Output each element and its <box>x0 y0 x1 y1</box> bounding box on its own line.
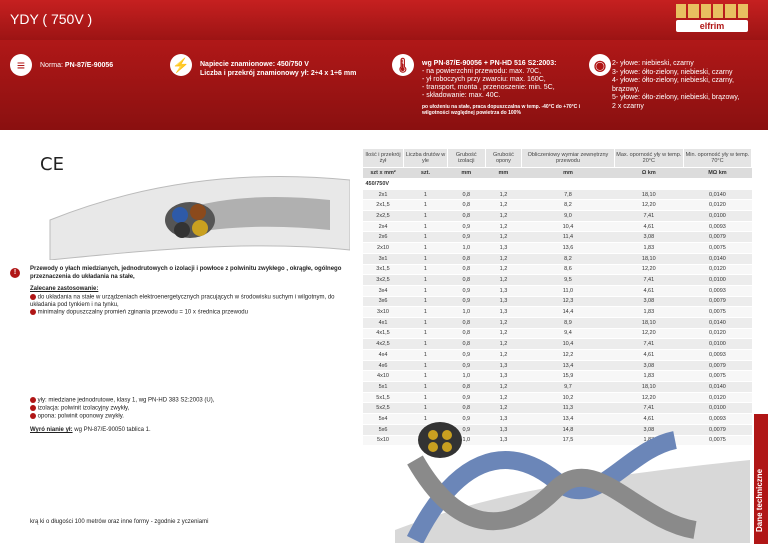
table-cell: 0,0120 <box>683 200 751 211</box>
table-cell: 7,41 <box>614 211 683 222</box>
table-cell: 9,7 <box>522 382 614 393</box>
table-cell: 5x1,5 <box>363 392 404 403</box>
table-cell: 3x4 <box>363 285 404 296</box>
table-cell: 0,0140 <box>683 317 751 328</box>
table-cell: 0,8 <box>447 200 485 211</box>
table-cell: 1,3 <box>485 414 522 425</box>
table-cell: 0,8 <box>447 189 485 200</box>
table-cell: 7,8 <box>522 189 614 200</box>
table-cell: 0,0075 <box>683 435 751 446</box>
table-cell: 12,20 <box>614 392 683 403</box>
table-cell: 4,61 <box>614 221 683 232</box>
table-cell: 1,2 <box>485 189 522 200</box>
table-cell: 0,0140 <box>683 382 751 393</box>
table-cell: 0,8 <box>447 328 485 339</box>
table-cell: 1,0 <box>447 307 485 318</box>
table-row <box>363 307 752 318</box>
table-cell: 0,8 <box>447 211 485 222</box>
brand-logo <box>676 4 748 34</box>
table-cell: 18,10 <box>614 382 683 393</box>
table-cell: 1 <box>404 360 448 371</box>
table-cell: 10,4 <box>522 339 614 350</box>
table-cell: 1,3 <box>485 307 522 318</box>
table-cell: 8,2 <box>522 200 614 211</box>
table-cell: 1,83 <box>614 243 683 254</box>
table-group-row: 450/750V <box>363 179 752 190</box>
table-cell: 14,8 <box>522 424 614 435</box>
table-cell: 0,9 <box>447 360 485 371</box>
table-cell: 1,3 <box>485 296 522 307</box>
table-row <box>363 339 752 350</box>
table-cell: 3x1,5 <box>363 264 404 275</box>
table-cell: 1,3 <box>485 371 522 382</box>
table-cell: 0,0075 <box>683 371 751 382</box>
table-cell: 0,8 <box>447 382 485 393</box>
col-header: Ilość i przekrój żył <box>363 149 404 168</box>
table-cell: 0,9 <box>447 414 485 425</box>
table-cell: 0,9 <box>447 221 485 232</box>
table-cell: 1,2 <box>485 211 522 222</box>
table-cell: 1 <box>404 403 448 414</box>
table-cell: 8,2 <box>522 253 614 264</box>
side-tab-technical-data[interactable]: Dane techniczne <box>754 414 768 544</box>
table-cell: 13,6 <box>522 243 614 254</box>
table-cell: 1 <box>404 371 448 382</box>
table-row <box>363 371 752 382</box>
table-cell: 7,41 <box>614 339 683 350</box>
table-row <box>363 392 752 403</box>
table-row <box>363 200 752 211</box>
col-header: Max. oporność yły w temp. 20°C <box>614 149 683 168</box>
table-cell: 12,20 <box>614 200 683 211</box>
table-cell: 3,08 <box>614 360 683 371</box>
table-cell: 1 <box>404 317 448 328</box>
table-row <box>363 211 752 222</box>
table-cell: 0,0100 <box>683 403 751 414</box>
table-cell: 0,0079 <box>683 360 751 371</box>
table-cell: 1,0 <box>447 243 485 254</box>
table-cell: 11,0 <box>522 285 614 296</box>
table-cell: 0,0140 <box>683 189 751 200</box>
table-cell: 4x10 <box>363 371 404 382</box>
temperature-icon: 🌡 <box>392 54 414 76</box>
table-cell: 0,9 <box>447 285 485 296</box>
table-cell: 4x4 <box>363 350 404 361</box>
table-cell: 3x10 <box>363 307 404 318</box>
table-cell: 0,0100 <box>683 339 751 350</box>
table-cell: 12,20 <box>614 328 683 339</box>
table-cell: 1,2 <box>485 264 522 275</box>
table-row <box>363 221 752 232</box>
table-cell: 1,3 <box>485 243 522 254</box>
table-cell: 4,61 <box>614 285 683 296</box>
table-cell: 0,0093 <box>683 221 751 232</box>
cable-image-bottom <box>395 420 750 543</box>
table-cell: 12,20 <box>614 264 683 275</box>
table-cell: 1 <box>404 232 448 243</box>
table-cell: 13,4 <box>522 414 614 425</box>
table-cell: 4x1 <box>363 317 404 328</box>
col-header: Grubość izolacji <box>447 149 485 168</box>
table-cell: 5x10 <box>363 435 404 446</box>
table-cell: 9,4 <box>522 328 614 339</box>
description: Przewody o yłach miedzianych, jednodrutowych o izolacji i powłoce z polwinitu zwykłego , okrągłe, ogólnego przeznaczenia do układania na stałe, Zalecane zastosowanie: do układania na stałe w urządzeniach elektroenergetycznych pracujących w środowisku suchym i wilgotnym, do układania pod tynkiem i na tynku, minimalny dopuszczalny promień zginania przewodu = 10 x średnica przewodu <box>30 266 342 316</box>
table-cell: 2x4 <box>363 221 404 232</box>
table-cell: 12,3 <box>522 296 614 307</box>
table-cell: 1 <box>404 275 448 286</box>
table-cell: 8,6 <box>522 264 614 275</box>
table-cell: 1 <box>404 414 448 425</box>
table-cell: 0,0075 <box>683 307 751 318</box>
table-cell: 1,2 <box>485 253 522 264</box>
table-row <box>363 275 752 286</box>
svg-text:CE: CE <box>40 154 64 175</box>
table-cell: 1,2 <box>485 328 522 339</box>
table-cell: 3x2,5 <box>363 275 404 286</box>
table-cell: 1,2 <box>485 232 522 243</box>
table-cell: 13,4 <box>522 360 614 371</box>
table-cell: 11,3 <box>522 403 614 414</box>
table-cell: 0,0075 <box>683 243 751 254</box>
table-cell: 1,83 <box>614 435 683 446</box>
table-cell: 4x2,5 <box>363 339 404 350</box>
table-cell: 0,8 <box>447 264 485 275</box>
table-cell: 1,3 <box>485 285 522 296</box>
table-cell: 5x2,5 <box>363 403 404 414</box>
header-bar <box>0 0 768 40</box>
table-cell: 5x4 <box>363 414 404 425</box>
table-cell: 1 <box>404 243 448 254</box>
table-cell: 1,0 <box>447 435 485 446</box>
table-cell: 0,0079 <box>683 232 751 243</box>
table-row <box>363 317 752 328</box>
table-row <box>363 360 752 371</box>
table-cell: 3,08 <box>614 296 683 307</box>
table-cell: 0,0100 <box>683 275 751 286</box>
table-cell: 2x1 <box>363 189 404 200</box>
table-cell: 0,0140 <box>683 253 751 264</box>
table-cell: 0,0100 <box>683 211 751 222</box>
table-cell: 1 <box>404 200 448 211</box>
table-cell: 0,8 <box>447 403 485 414</box>
table-cell: 12,2 <box>522 350 614 361</box>
table-cell: 18,10 <box>614 189 683 200</box>
table-cell: 1,2 <box>485 275 522 286</box>
table-cell: 5x1 <box>363 382 404 393</box>
table-cell: 18,10 <box>614 253 683 264</box>
table-cell: 5x6 <box>363 424 404 435</box>
col-header: Liczba drutów w yle <box>404 149 448 168</box>
table-units-row: szt x mm² szt. mm mm mm Ω km MΩ km <box>363 168 752 179</box>
table-cell: 3x6 <box>363 296 404 307</box>
table-cell: 1,3 <box>485 435 522 446</box>
table-cell: 1,2 <box>485 317 522 328</box>
table-cell: 7,41 <box>614 275 683 286</box>
cable-image-top <box>30 140 350 260</box>
table-cell: 0,0093 <box>683 285 751 296</box>
table-cell: 1 <box>404 264 448 275</box>
table-cell: 1 <box>404 392 448 403</box>
table-header-row <box>363 149 752 168</box>
materials-legend: yły: miedziane jednodrutowe, klasy 1, wg PN-HD 383 S2:2003 (U), izolacja: polwinit izolacyjny zwykły, opona: polwinit oponowy zwykły. Wyró nianie ył: wg PN-87/E-90050 tablica 1. <box>30 397 215 434</box>
table-cell: 0,0093 <box>683 414 751 425</box>
table-cell: 1,2 <box>485 382 522 393</box>
table-cell: 1 <box>404 307 448 318</box>
table-cell: 1,0 <box>447 371 485 382</box>
table-cell: 0,9 <box>447 350 485 361</box>
table-cell: 0,8 <box>447 339 485 350</box>
col-header: Min. oporność yły w temp. 70°C <box>683 149 751 168</box>
table-cell: 1,3 <box>485 424 522 435</box>
table-cell: 4,61 <box>614 350 683 361</box>
table-row <box>363 264 752 275</box>
table-cell: 1,2 <box>485 221 522 232</box>
table-cell: 9,0 <box>522 211 614 222</box>
table-cell: 1 <box>404 253 448 264</box>
table-cell: 1,2 <box>485 392 522 403</box>
table-row <box>363 296 752 307</box>
brand-wordmark: elfrim <box>676 20 748 32</box>
table-cell: 9,5 <box>522 275 614 286</box>
table-cell: 1 <box>404 339 448 350</box>
table-cell: 0,8 <box>447 317 485 328</box>
table-cell: 2x1,5 <box>363 200 404 211</box>
table-cell: 1,83 <box>614 307 683 318</box>
table-cell: 1 <box>404 221 448 232</box>
table-row <box>363 285 752 296</box>
table-cell: 1,2 <box>485 339 522 350</box>
page-title: YDY ( 750V ) <box>10 11 93 27</box>
table-cell: 1,83 <box>614 371 683 382</box>
table-cell: 0,9 <box>447 232 485 243</box>
table-cell: 3x1 <box>363 253 404 264</box>
table-cell: 0,9 <box>447 392 485 403</box>
footer-note: krą ki o długości 100 metrów oraz inne formy - zgodnie z yczeniami <box>30 519 209 525</box>
voltage-text: Napiecie znamionowe: 450/750 V Liczba i przekrój znamionowy ył: 2÷4 x 1÷6 mm <box>200 61 357 77</box>
norm-icon: ≡ <box>10 54 32 76</box>
table-cell: 1 <box>404 350 448 361</box>
table-cell: 4,61 <box>614 414 683 425</box>
table-cell: 0,0079 <box>683 296 751 307</box>
table-row <box>363 243 752 254</box>
table-row <box>363 328 752 339</box>
table-cell: 4x1,5 <box>363 328 404 339</box>
col-header: Obliczeniowy wymiar zewnętrzny przewodu <box>522 149 614 168</box>
table-cell: 0,9 <box>447 296 485 307</box>
table-cell: 1,3 <box>485 360 522 371</box>
table-row <box>363 189 752 200</box>
table-cell: 0,9 <box>447 424 485 435</box>
table-cell: 1 <box>404 328 448 339</box>
table-cell: 0,0093 <box>683 350 751 361</box>
spec-text: wg PN-87/E-90056 + PN-HD 516 S2:2003: - na powierzchni przewodu: max. 70C, - ył roboczych przy zwarciu: max. 160C, - transport, monta , przenoszenie: min. 5C, - składowanie: max. 40C. po ułożeniu na stałe, praca dopuszczalna w temp. -40°C do +70°C i wilgotności względnej powietrza do 100% <box>422 60 581 116</box>
table-cell: 17,5 <box>522 435 614 446</box>
table-cell: 1 <box>404 296 448 307</box>
table-body <box>363 189 752 446</box>
table-cell: 2x2,5 <box>363 211 404 222</box>
table-cell: 0,0079 <box>683 424 751 435</box>
color-code-list: 2- yłowe: niebieski, czarny 3- yłowe: ółto-zielony, niebieski, czarny 4- yłowe: ółto-zielony, niebieski, czarny, brązowy, 5- yłowe: ółto-zielony, niebieski, brązowy, 2 x czarny <box>612 60 740 110</box>
table-cell: 1 <box>404 285 448 296</box>
spec-table <box>362 148 752 446</box>
table-cell: 14,4 <box>522 307 614 318</box>
col-header: Grubość opony <box>485 149 522 168</box>
table-cell: 10,2 <box>522 392 614 403</box>
table-cell: 1,2 <box>485 403 522 414</box>
table-cell: 2x10 <box>363 243 404 254</box>
table-cell: 4x6 <box>363 360 404 371</box>
table-cell: 7,41 <box>614 403 683 414</box>
color-code-icon: ◉ <box>589 54 611 76</box>
norm-text: Norma: PN-87/E-90056 <box>40 62 114 69</box>
table-row <box>363 253 752 264</box>
info-icon: ! <box>10 268 20 278</box>
table-cell: 1 <box>404 211 448 222</box>
table-cell: 3,08 <box>614 232 683 243</box>
table-cell: 1 <box>404 382 448 393</box>
table-cell: 2x6 <box>363 232 404 243</box>
table-row <box>363 382 752 393</box>
table-cell: 1,2 <box>485 200 522 211</box>
table-cell: 1,2 <box>485 350 522 361</box>
table-cell: 0,8 <box>447 253 485 264</box>
table-row <box>363 232 752 243</box>
table-cell: 10,4 <box>522 221 614 232</box>
table-cell: 15,9 <box>522 371 614 382</box>
table-cell: 18,10 <box>614 317 683 328</box>
table-cell: 0,0120 <box>683 392 751 403</box>
table-cell: 11,4 <box>522 232 614 243</box>
table-cell: 8,9 <box>522 317 614 328</box>
table-cell: 0,0120 <box>683 328 751 339</box>
table-row <box>363 403 752 414</box>
table-row <box>363 350 752 361</box>
table-cell: 1 <box>404 189 448 200</box>
table-cell: 3,08 <box>614 424 683 435</box>
voltage-icon: ⚡ <box>170 54 192 76</box>
table-cell: 0,8 <box>447 275 485 286</box>
table-cell: 0,0120 <box>683 264 751 275</box>
